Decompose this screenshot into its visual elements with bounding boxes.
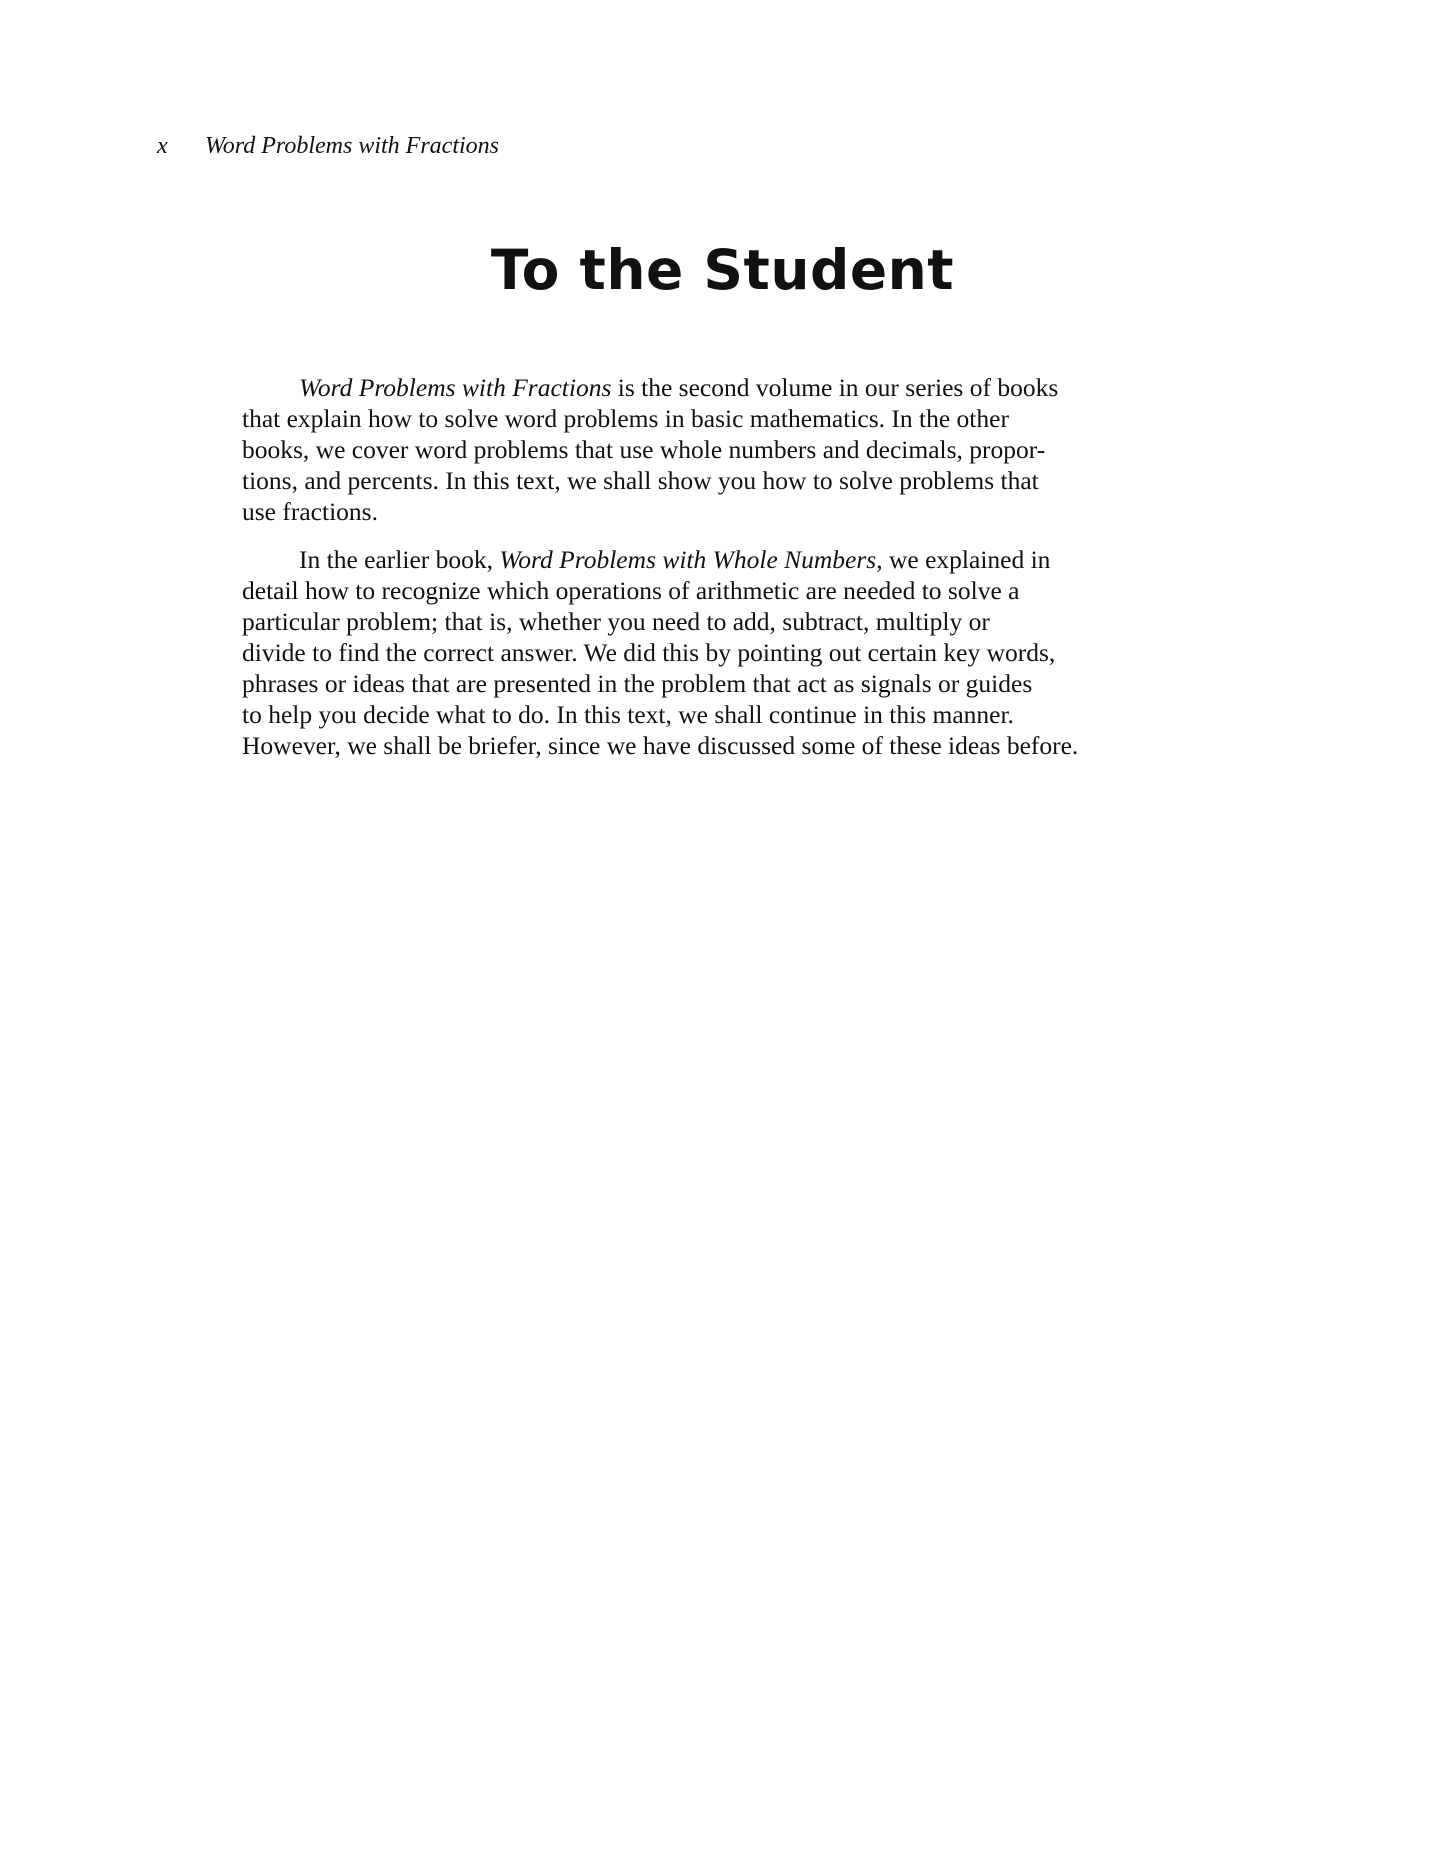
paragraph-line: books, we cover word problems that use whole numbers and decimals, propor-: [242, 435, 1046, 464]
paragraph-line: [242, 372, 1212, 403]
paragraph-line: tions, and percents. In this text, we shall show you how to solve problems that: [242, 466, 1039, 495]
paragraph-line: detail how to recognize which operations of arithmetic are needed to solve a: [242, 576, 1020, 605]
paragraph-1: [242, 372, 1212, 527]
running-header: [157, 130, 499, 162]
line-text: In the earlier book,: [299, 545, 500, 574]
paragraph-line: use fractions.: [242, 497, 378, 526]
book-title-italic: Word Problems with Whole Numbers: [499, 545, 877, 574]
page-number: x: [157, 133, 168, 159]
line-text: is the second volume in our series of books: [611, 373, 1059, 402]
paragraph-line: particular problem; that is, whether you need to add, subtract, multiply or: [242, 607, 990, 636]
paragraph-line: that explain how to solve word problems in basic mathematics. In the other: [242, 404, 1009, 433]
book-title-italic: Word Problems with Fractions: [299, 373, 612, 402]
line-text: , we explained in: [876, 545, 1051, 574]
paragraph-line: [242, 544, 1212, 575]
page-title: To the Student: [490, 238, 955, 302]
paragraph-line: phrases or ideas that are presented in the problem that act as signals or guides: [242, 669, 1033, 698]
paragraph-line: However, we shall be briefer, since we have discussed some of these ideas before.: [242, 731, 1079, 760]
paragraph-2: [242, 544, 1212, 761]
paragraph-line: to help you decide what to do. In this text, we shall continue in this manner.: [242, 700, 1014, 729]
paragraph-line: divide to find the correct answer. We did this by pointing out certain key words,: [242, 638, 1056, 667]
body-text: [242, 372, 1212, 778]
running-title: Word Problems with Fractions: [205, 133, 500, 159]
